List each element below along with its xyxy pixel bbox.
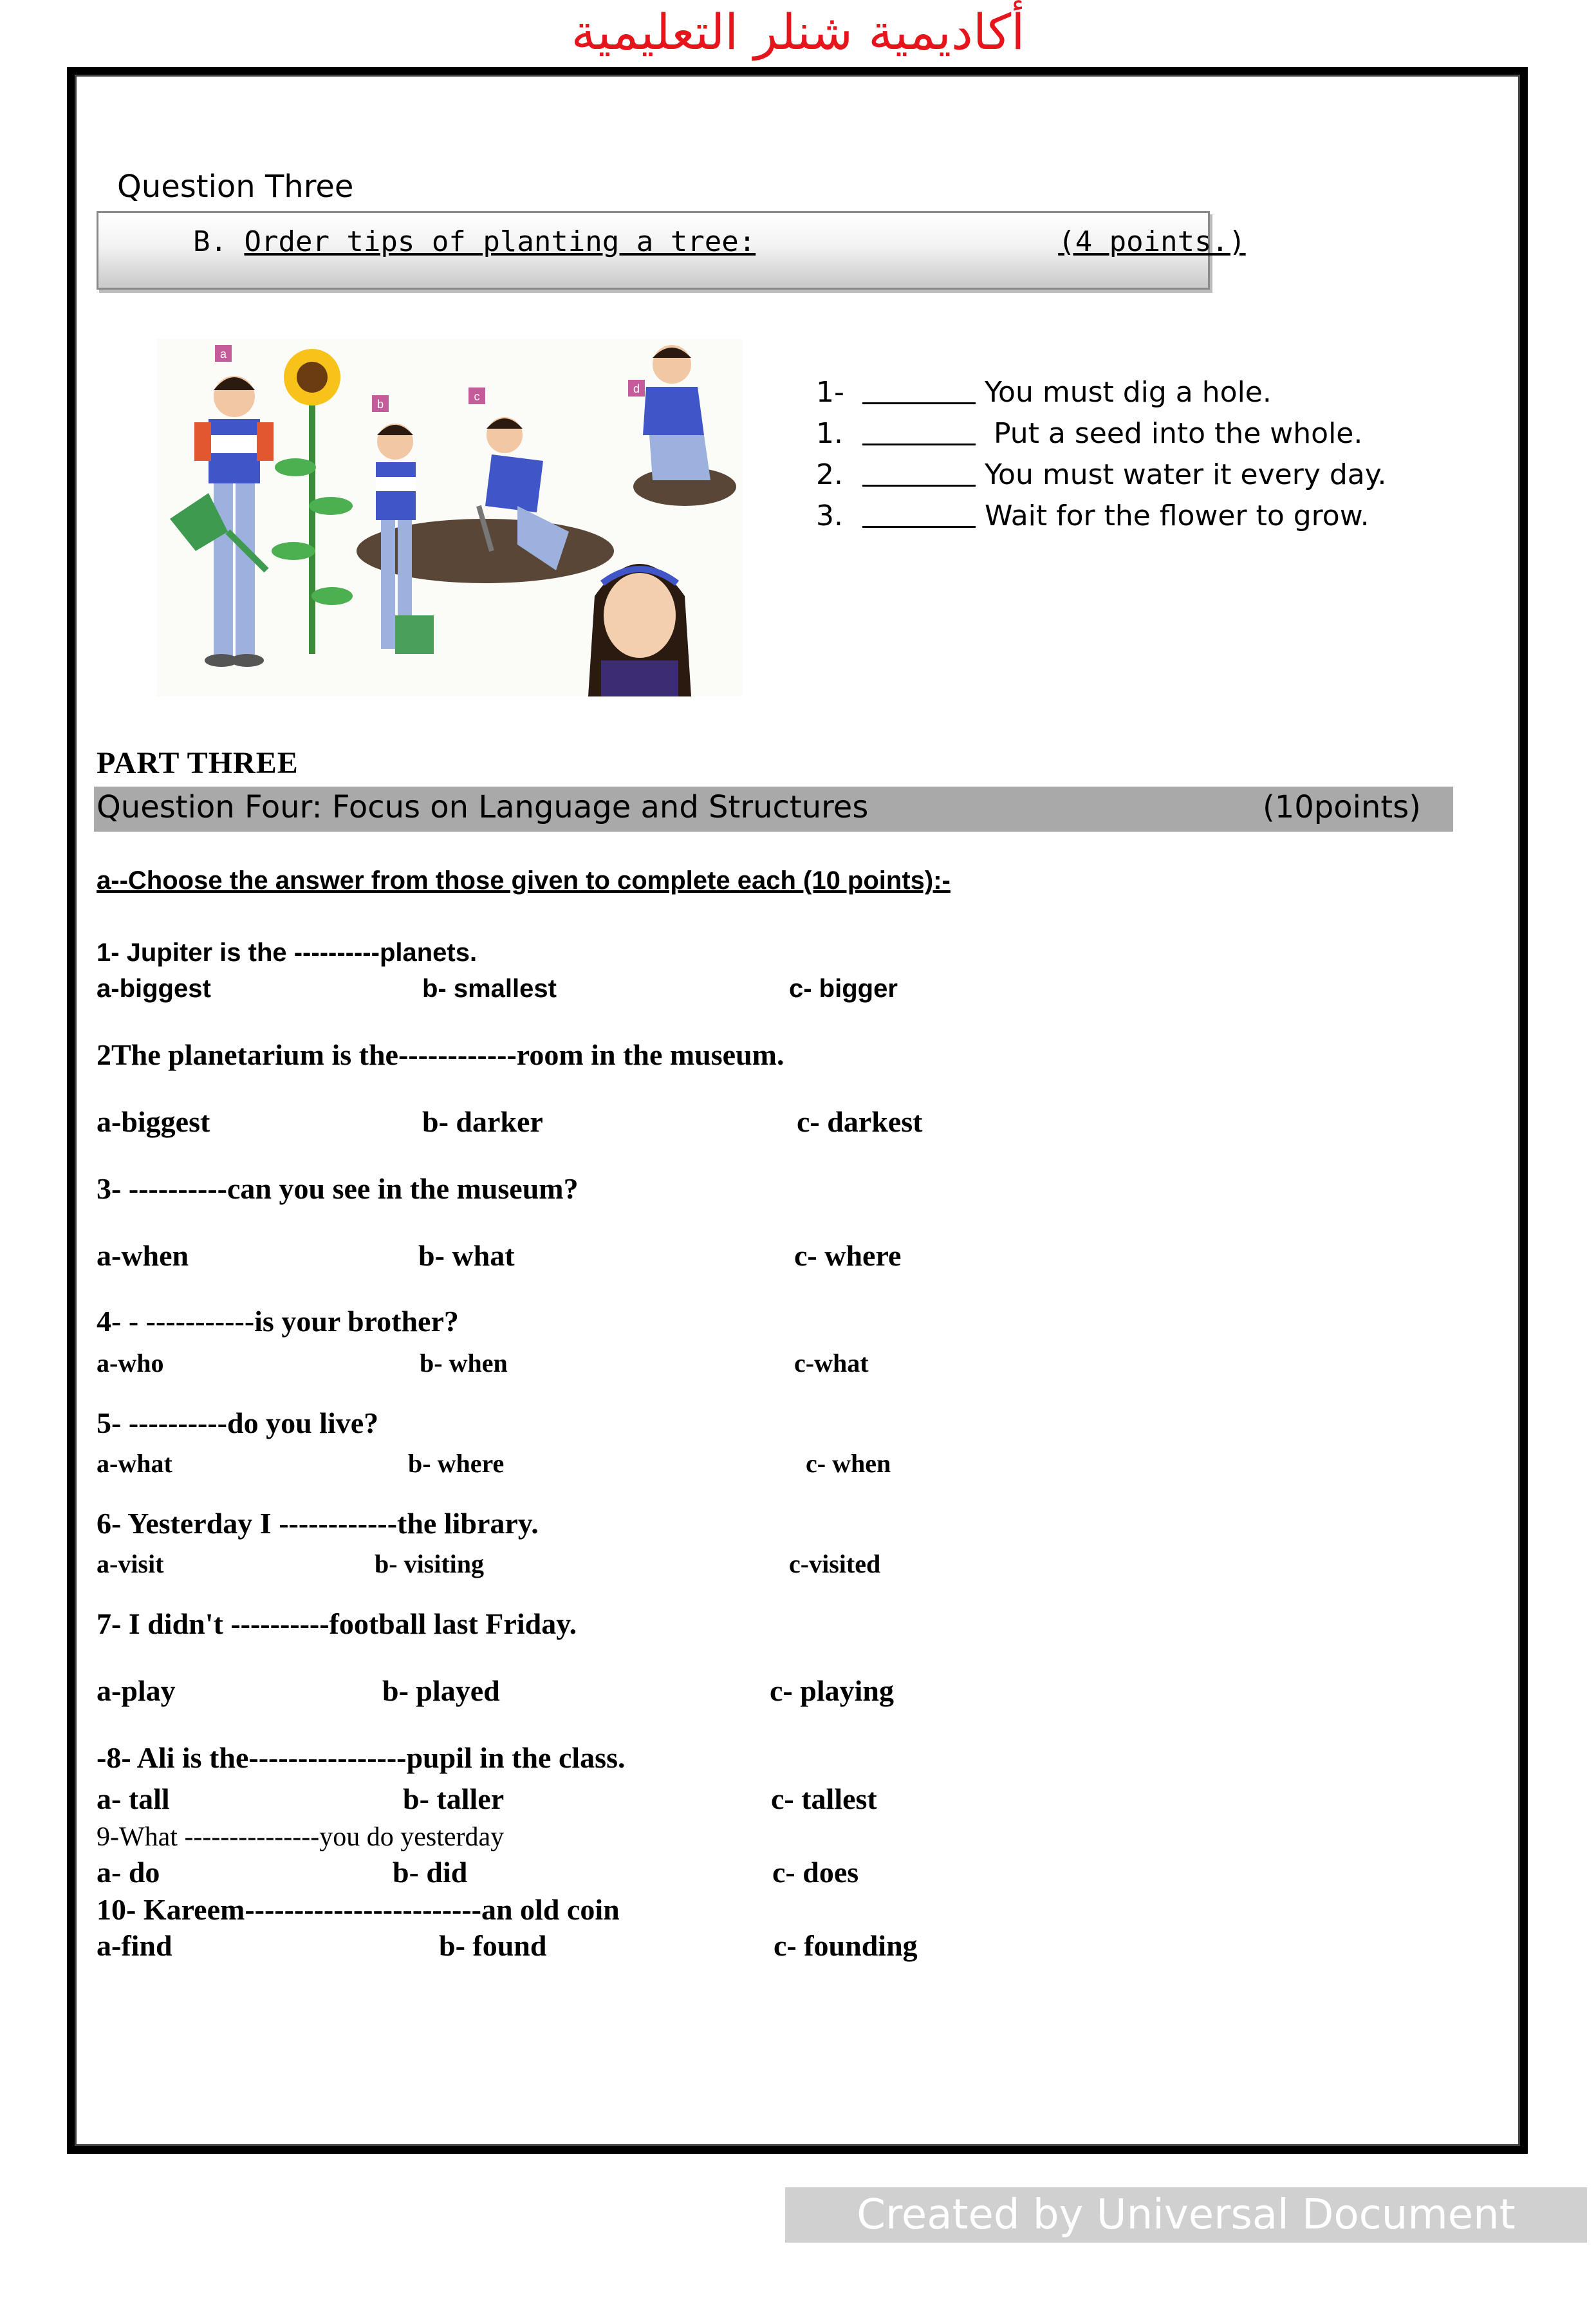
option-b-7[interactable]: b- played	[382, 1674, 500, 1707]
option-a-8[interactable]: a- tall	[97, 1782, 170, 1815]
option-a-10[interactable]: a-find	[97, 1929, 172, 1962]
tip-row-2	[816, 413, 1387, 454]
label-b: b	[376, 398, 384, 411]
tip-row-1	[816, 372, 1387, 413]
option-b-9[interactable]: b- did	[393, 1856, 468, 1889]
option-c-9[interactable]: c- does	[772, 1856, 859, 1889]
option-b-3[interactable]: b- what	[418, 1239, 515, 1272]
option-c-2[interactable]: c- darkest	[797, 1105, 923, 1138]
option-c-5[interactable]: c- when	[806, 1449, 891, 1478]
option-a-9[interactable]: a- do	[97, 1856, 160, 1889]
question-8: -8- Ali is the----------------pupil in the class.	[97, 1741, 626, 1774]
answer-blank[interactable]	[862, 374, 976, 404]
question-3: 3- ----------can you see in the museum?	[97, 1172, 579, 1205]
converter-watermark: Created by Universal Document Converter	[785, 2187, 1587, 2243]
instruction-text: a--Choose the answer from those given to complete each (10 points):-	[97, 866, 951, 895]
tip-text: Put a seed into the whole.	[994, 417, 1363, 450]
label-c: c	[474, 390, 480, 403]
option-a-2[interactable]: a-biggest	[97, 1105, 210, 1138]
option-b-5[interactable]: b- where	[408, 1449, 505, 1478]
girl-figure	[588, 564, 691, 696]
question-three-title: Question Three	[117, 169, 354, 205]
tip-number: 2.	[816, 458, 843, 491]
option-c-3[interactable]: c- where	[794, 1239, 902, 1272]
option-c-7[interactable]: c- playing	[770, 1674, 894, 1707]
box-label-text: Order tips of planting a tree:	[244, 225, 756, 258]
option-b-4[interactable]: b- when	[420, 1349, 508, 1378]
option-a-4[interactable]: a-who	[97, 1349, 164, 1378]
option-c-6[interactable]: c-visited	[789, 1549, 881, 1578]
option-c-8[interactable]: c- tallest	[771, 1782, 877, 1815]
question-9: 9-What ---------------you do yesterday	[97, 1822, 505, 1852]
question-6: 6- Yesterday I ------------the library.	[97, 1507, 539, 1540]
part-three-heading: PART THREE	[97, 746, 299, 780]
box-label-prefix: B.	[193, 225, 227, 258]
label-a: a	[219, 348, 227, 360]
answer-blank[interactable]	[862, 498, 976, 528]
option-c-4[interactable]: c-what	[794, 1349, 869, 1378]
planting-illustration	[157, 339, 743, 696]
question-three-box-label	[193, 225, 1246, 258]
question-7: 7- I didn't ----------football last Friday.	[97, 1607, 577, 1640]
option-b-1[interactable]: b- smallest	[422, 975, 557, 1003]
question-10: 10- Kareem------------------------an old coin	[97, 1893, 620, 1926]
question-4: 4- - -----------is your brother?	[97, 1305, 459, 1338]
tip-number: 1-	[816, 376, 844, 409]
answer-blank[interactable]	[862, 456, 976, 487]
question-four-points: (10points)	[1263, 789, 1421, 825]
option-a-5[interactable]: a-what	[97, 1449, 172, 1478]
tip-text: Wait for the flower to grow.	[985, 500, 1369, 532]
tip-row-3	[816, 454, 1387, 496]
option-c-1[interactable]: c- bigger	[789, 975, 898, 1003]
question-5: 5- ----------do you live?	[97, 1406, 379, 1439]
academy-header: أكاديمية شنلر التعليمية	[571, 3, 1025, 61]
question-2: 2The planetarium is the------------room in the museum.	[97, 1038, 784, 1071]
tip-text: You must dig a hole.	[985, 376, 1272, 409]
option-b-6[interactable]: b- visiting	[375, 1549, 485, 1578]
option-a-6[interactable]: a-visit	[97, 1549, 164, 1578]
option-b-8[interactable]: b- taller	[403, 1782, 505, 1815]
option-b-10[interactable]: b- found	[439, 1929, 547, 1962]
tip-number: 1.	[816, 417, 843, 450]
option-c-10[interactable]: c- founding	[774, 1929, 918, 1962]
option-a-3[interactable]: a-when	[97, 1239, 189, 1272]
option-b-2[interactable]: b- darker	[422, 1105, 543, 1138]
label-d: d	[633, 382, 640, 395]
answer-blank[interactable]	[862, 415, 976, 445]
tip-row-4	[816, 496, 1387, 537]
planting-tips-list	[816, 372, 1387, 537]
box-label-points: (4 points.)	[1058, 225, 1246, 258]
question-four-title: Question Four: Focus on Language and Structures	[97, 789, 869, 825]
option-a-7[interactable]: a-play	[97, 1674, 176, 1707]
option-a-1[interactable]: a-biggest	[97, 975, 211, 1003]
tip-text: You must water it every day.	[985, 458, 1387, 491]
tip-number: 3.	[816, 500, 843, 532]
question-1: 1- Jupiter is the ----------planets.	[97, 939, 478, 967]
